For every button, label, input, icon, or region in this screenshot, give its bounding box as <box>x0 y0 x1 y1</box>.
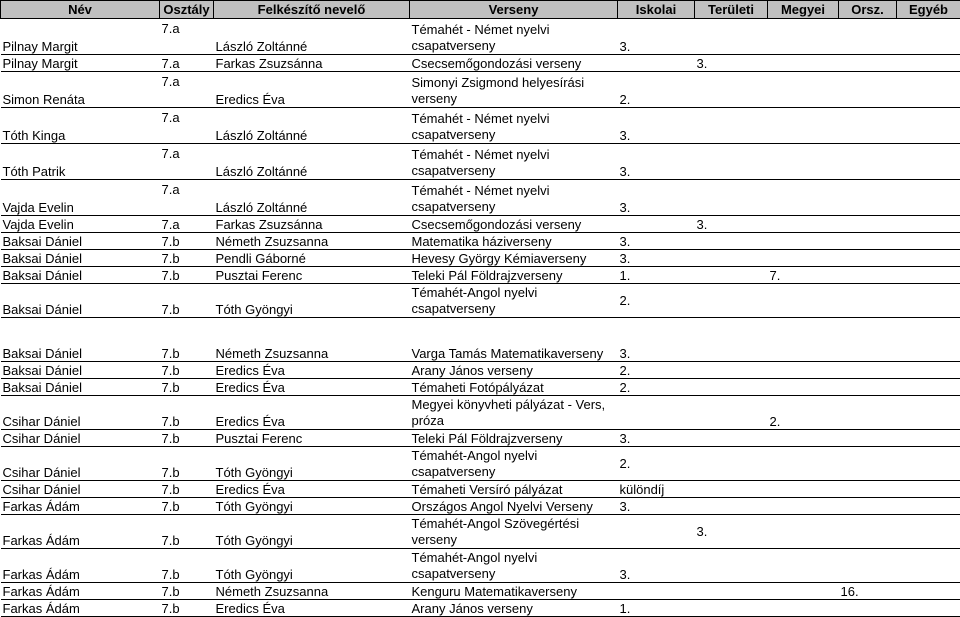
cell-iskolai: 3. <box>618 19 695 55</box>
cell-iskolai <box>618 216 695 233</box>
cell-teacher: Tóth Gyöngyi <box>214 498 410 515</box>
cell-class: 7.b <box>160 430 214 447</box>
cell-megyei <box>768 72 839 108</box>
cell-teacher: Pendli Gáborné <box>214 250 410 267</box>
header-teruleti: Területi <box>695 1 768 19</box>
cell-egyeb <box>897 430 960 447</box>
cell-megyei <box>768 180 839 216</box>
cell-orsz <box>839 362 897 379</box>
cell-iskolai: 1. <box>618 267 695 284</box>
cell-iskolai <box>618 55 695 72</box>
cell-iskolai: 3. <box>618 108 695 144</box>
cell-megyei <box>768 55 839 72</box>
cell-contest: Témahét - Német nyelvi csapatverseny <box>410 19 618 55</box>
cell-orsz <box>839 549 897 583</box>
cell-class: 7.b <box>160 583 214 600</box>
table-row <box>1 396 960 430</box>
cell-egyeb <box>897 498 960 515</box>
cell-contest: Csecsemőgondozási verseny <box>410 216 618 233</box>
cell-name: Farkas Ádám <box>1 583 160 600</box>
table-row <box>1 216 960 233</box>
cell-iskolai <box>618 396 695 430</box>
cell-egyeb <box>897 55 960 72</box>
cell-egyeb <box>897 144 960 180</box>
cell-orsz <box>839 481 897 498</box>
cell-teacher: Németh Zsuzsanna <box>214 318 410 362</box>
header-row <box>1 1 960 19</box>
cell-egyeb <box>897 72 960 108</box>
cell-megyei <box>768 498 839 515</box>
cell-name: Farkas Ádám <box>1 549 160 583</box>
cell-class: 7.a <box>160 72 214 108</box>
cell-teacher: Farkas Zsuzsánna <box>214 55 410 72</box>
cell-name: Baksai Dániel <box>1 379 160 396</box>
cell-class: 7.b <box>160 318 214 362</box>
table-row <box>1 72 960 108</box>
cell-iskolai: 3. <box>618 498 695 515</box>
cell-class: 7.a <box>160 180 214 216</box>
cell-class: 7.a <box>160 108 214 144</box>
cell-class: 7.b <box>160 549 214 583</box>
cell-name: Baksai Dániel <box>1 362 160 379</box>
cell-teacher: Farkas Zsuzsánna <box>214 216 410 233</box>
cell-contest: Teleki Pál Földrajzverseny <box>410 430 618 447</box>
cell-class: 7.b <box>160 481 214 498</box>
cell-egyeb <box>897 19 960 55</box>
table-row <box>1 430 960 447</box>
cell-teruleti: 3. <box>695 55 768 72</box>
cell-name: Tóth Kinga <box>1 108 160 144</box>
cell-class: 7.b <box>160 515 214 549</box>
cell-megyei <box>768 600 839 617</box>
cell-iskolai <box>618 583 695 600</box>
cell-iskolai: 2. <box>618 379 695 396</box>
cell-megyei <box>768 318 839 362</box>
table-row <box>1 481 960 498</box>
cell-contest: Témahét-Angol nyelvi csapatverseny <box>410 284 618 318</box>
cell-megyei <box>768 108 839 144</box>
cell-contest: Témaheti Fotópályázat <box>410 379 618 396</box>
cell-orsz <box>839 72 897 108</box>
cell-contest: Témaheti Versíró pályázat <box>410 481 618 498</box>
table-row <box>1 55 960 72</box>
cell-megyei <box>768 379 839 396</box>
cell-orsz <box>839 216 897 233</box>
cell-name: Pilnay Margit <box>1 55 160 72</box>
cell-iskolai: 3. <box>618 180 695 216</box>
table-row <box>1 447 960 481</box>
cell-egyeb <box>897 267 960 284</box>
cell-megyei: 2. <box>768 396 839 430</box>
cell-megyei <box>768 447 839 481</box>
cell-teruleti <box>695 267 768 284</box>
cell-name: Farkas Ádám <box>1 498 160 515</box>
cell-class: 7.b <box>160 498 214 515</box>
cell-iskolai: 3. <box>618 430 695 447</box>
cell-class: 7.b <box>160 447 214 481</box>
cell-orsz <box>839 19 897 55</box>
cell-teacher: Tóth Gyöngyi <box>214 447 410 481</box>
cell-orsz <box>839 250 897 267</box>
table-row <box>1 515 960 549</box>
cell-egyeb <box>897 318 960 362</box>
cell-megyei <box>768 250 839 267</box>
cell-name: Farkas Ádám <box>1 600 160 617</box>
cell-orsz <box>839 515 897 549</box>
cell-orsz <box>839 284 897 318</box>
cell-egyeb <box>897 549 960 583</box>
cell-egyeb <box>897 362 960 379</box>
cell-megyei: 7. <box>768 267 839 284</box>
cell-contest: Hevesy György Kémiaverseny <box>410 250 618 267</box>
cell-teruleti <box>695 180 768 216</box>
header-orsz: Orsz. <box>839 1 897 19</box>
cell-iskolai: 2. <box>618 362 695 379</box>
cell-class: 7.a <box>160 55 214 72</box>
cell-teruleti <box>695 430 768 447</box>
cell-iskolai: 2. <box>618 72 695 108</box>
cell-contest: Arany János verseny <box>410 600 618 617</box>
cell-contest: Csecsemőgondozási verseny <box>410 55 618 72</box>
cell-contest: Simonyi Zsigmond helyesírási verseny <box>410 72 618 108</box>
table-row <box>1 379 960 396</box>
cell-teruleti <box>695 108 768 144</box>
cell-class: 7.a <box>160 144 214 180</box>
header-iskolai: Iskolai <box>618 1 695 19</box>
cell-megyei <box>768 216 839 233</box>
cell-teacher: Eredics Éva <box>214 396 410 430</box>
cell-megyei <box>768 144 839 180</box>
cell-teruleti <box>695 498 768 515</box>
cell-class: 7.b <box>160 600 214 617</box>
cell-teruleti <box>695 549 768 583</box>
cell-orsz <box>839 233 897 250</box>
cell-iskolai: 1. <box>618 600 695 617</box>
cell-name: Baksai Dániel <box>1 284 160 318</box>
header-name: Név <box>1 1 160 19</box>
cell-egyeb <box>897 284 960 318</box>
cell-name: Tóth Patrik <box>1 144 160 180</box>
cell-teacher: Eredics Éva <box>214 72 410 108</box>
cell-iskolai: 3. <box>618 144 695 180</box>
cell-teruleti <box>695 447 768 481</box>
cell-iskolai: 2. <box>618 447 695 481</box>
cell-class: 7.b <box>160 250 214 267</box>
cell-class: 7.b <box>160 396 214 430</box>
cell-teruleti: 3. <box>695 216 768 233</box>
cell-contest: Témahét - Német nyelvi csapatverseny <box>410 144 618 180</box>
table-row <box>1 250 960 267</box>
cell-egyeb <box>897 180 960 216</box>
cell-contest: Témahét-Angol nyelvi csapatverseny <box>410 447 618 481</box>
cell-egyeb <box>897 396 960 430</box>
table-row <box>1 180 960 216</box>
cell-class: 7.a <box>160 19 214 55</box>
cell-teruleti <box>695 144 768 180</box>
header-contest: Verseny <box>410 1 618 19</box>
cell-teacher: László Zoltánné <box>214 19 410 55</box>
table-row <box>1 362 960 379</box>
cell-name: Pilnay Margit <box>1 19 160 55</box>
cell-teruleti <box>695 250 768 267</box>
cell-iskolai: 3. <box>618 549 695 583</box>
cell-class: 7.b <box>160 362 214 379</box>
cell-teruleti <box>695 72 768 108</box>
cell-megyei <box>768 549 839 583</box>
cell-teacher: Tóth Gyöngyi <box>214 284 410 318</box>
cell-contest: Témahét - Német nyelvi csapatverseny <box>410 180 618 216</box>
cell-teruleti <box>695 583 768 600</box>
cell-megyei <box>768 515 839 549</box>
cell-name: Simon Renáta <box>1 72 160 108</box>
cell-teruleti <box>695 233 768 250</box>
cell-egyeb <box>897 515 960 549</box>
cell-class: 7.b <box>160 233 214 250</box>
cell-iskolai: 3. <box>618 318 695 362</box>
cell-iskolai: 2. <box>618 284 695 318</box>
cell-egyeb <box>897 583 960 600</box>
cell-name: Csihar Dániel <box>1 396 160 430</box>
cell-teacher: László Zoltánné <box>214 108 410 144</box>
cell-teruleti <box>695 284 768 318</box>
cell-iskolai: 3. <box>618 233 695 250</box>
cell-orsz <box>839 396 897 430</box>
cell-contest: Matematika háziverseny <box>410 233 618 250</box>
cell-name: Csihar Dániel <box>1 430 160 447</box>
cell-egyeb <box>897 447 960 481</box>
cell-contest: Témahét - Német nyelvi csapatverseny <box>410 108 618 144</box>
cell-iskolai <box>618 515 695 549</box>
cell-teruleti <box>695 379 768 396</box>
cell-orsz <box>839 430 897 447</box>
cell-megyei <box>768 362 839 379</box>
header-megyei: Megyei <box>768 1 839 19</box>
cell-egyeb <box>897 216 960 233</box>
cell-teacher: László Zoltánné <box>214 180 410 216</box>
cell-teruleti <box>695 481 768 498</box>
cell-name: Csihar Dániel <box>1 447 160 481</box>
table-row <box>1 583 960 600</box>
table-row <box>1 233 960 250</box>
cell-class: 7.b <box>160 267 214 284</box>
cell-megyei <box>768 19 839 55</box>
cell-iskolai: 3. <box>618 250 695 267</box>
header-teacher: Felkészítő nevelő <box>214 1 410 19</box>
cell-name: Vajda Evelin <box>1 180 160 216</box>
cell-teacher: Eredics Éva <box>214 600 410 617</box>
cell-contest: Varga Tamás Matematikaverseny <box>410 318 618 362</box>
cell-megyei <box>768 583 839 600</box>
cell-teacher: Németh Zsuzsanna <box>214 233 410 250</box>
cell-name: Baksai Dániel <box>1 250 160 267</box>
cell-orsz <box>839 144 897 180</box>
cell-egyeb <box>897 379 960 396</box>
cell-contest: Teleki Pál Földrajzverseny <box>410 267 618 284</box>
cell-teacher: Eredics Éva <box>214 481 410 498</box>
cell-megyei <box>768 481 839 498</box>
table-row <box>1 284 960 318</box>
cell-contest: Megyei könyvheti pályázat - Vers, próza <box>410 396 618 430</box>
cell-name: Vajda Evelin <box>1 216 160 233</box>
cell-teruleti <box>695 396 768 430</box>
cell-megyei <box>768 284 839 318</box>
cell-megyei <box>768 233 839 250</box>
cell-orsz <box>839 447 897 481</box>
cell-orsz <box>839 600 897 617</box>
header-egyeb: Egyéb <box>897 1 960 19</box>
cell-teruleti <box>695 318 768 362</box>
cell-contest: Arany János verseny <box>410 362 618 379</box>
cell-egyeb <box>897 108 960 144</box>
table-row <box>1 498 960 515</box>
table-row <box>1 267 960 284</box>
table-row <box>1 318 960 362</box>
cell-orsz <box>839 180 897 216</box>
cell-teacher: Pusztai Ferenc <box>214 267 410 284</box>
cell-contest: Témahét-Angol Szövegértési verseny <box>410 515 618 549</box>
cell-class: 7.b <box>160 379 214 396</box>
header-class: Osztály <box>160 1 214 19</box>
cell-orsz <box>839 108 897 144</box>
cell-class: 7.b <box>160 284 214 318</box>
cell-egyeb <box>897 233 960 250</box>
cell-teacher: Eredics Éva <box>214 362 410 379</box>
cell-orsz <box>839 55 897 72</box>
cell-name: Farkas Ádám <box>1 515 160 549</box>
cell-contest: Kenguru Matematikaverseny <box>410 583 618 600</box>
cell-orsz <box>839 267 897 284</box>
table-row <box>1 549 960 583</box>
cell-contest: Témahét-Angol nyelvi csapatverseny <box>410 549 618 583</box>
cell-teruleti <box>695 600 768 617</box>
cell-name: Baksai Dániel <box>1 267 160 284</box>
cell-orsz: 16. <box>839 583 897 600</box>
cell-teacher: László Zoltánné <box>214 144 410 180</box>
table-row <box>1 600 960 617</box>
cell-orsz <box>839 379 897 396</box>
cell-class: 7.a <box>160 216 214 233</box>
cell-teruleti <box>695 362 768 379</box>
cell-name: Baksai Dániel <box>1 233 160 250</box>
cell-teacher: Eredics Éva <box>214 379 410 396</box>
table-row <box>1 19 960 55</box>
cell-megyei <box>768 430 839 447</box>
cell-name: Baksai Dániel <box>1 318 160 362</box>
cell-teruleti: 3. <box>695 515 768 549</box>
cell-orsz <box>839 498 897 515</box>
cell-teacher: Németh Zsuzsanna <box>214 583 410 600</box>
cell-contest: Országos Angol Nyelvi Verseny <box>410 498 618 515</box>
table-row <box>1 108 960 144</box>
cell-teacher: Tóth Gyöngyi <box>214 515 410 549</box>
cell-teacher: Tóth Gyöngyi <box>214 549 410 583</box>
cell-name: Csihar Dániel <box>1 481 160 498</box>
cell-teacher: Pusztai Ferenc <box>214 430 410 447</box>
cell-egyeb <box>897 250 960 267</box>
table-body <box>1 19 960 617</box>
cell-teruleti <box>695 19 768 55</box>
cell-orsz <box>839 318 897 362</box>
cell-egyeb <box>897 600 960 617</box>
cell-iskolai: különdíj <box>618 481 695 498</box>
table-row <box>1 144 960 180</box>
cell-egyeb <box>897 481 960 498</box>
